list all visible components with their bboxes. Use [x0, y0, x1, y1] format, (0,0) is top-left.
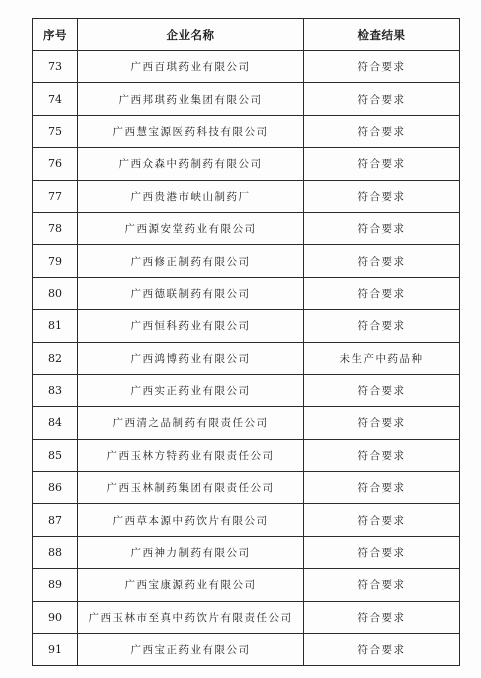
row-serial-number: 80 — [33, 277, 78, 309]
row-serial-number: 89 — [33, 569, 78, 601]
row-company-name: 广西慧宝源医药科技有限公司 — [78, 115, 304, 147]
table-row — [33, 569, 460, 601]
row-inspection-result: 符合要求 — [304, 310, 460, 342]
row-inspection-result: 符合要求 — [304, 277, 460, 309]
row-serial-number: 79 — [33, 245, 78, 277]
row-inspection-result: 符合要求 — [304, 115, 460, 147]
row-company-name: 广西贵港市峡山制药厂 — [78, 180, 304, 212]
row-serial-number: 76 — [33, 148, 78, 180]
row-inspection-result: 符合要求 — [304, 374, 460, 406]
row-inspection-result: 符合要求 — [304, 245, 460, 277]
table-row — [33, 634, 460, 666]
row-inspection-result: 符合要求 — [304, 601, 460, 633]
row-company-name: 广西清之品制药有限责任公司 — [78, 407, 304, 439]
table-header — [33, 19, 460, 51]
table-row — [33, 342, 460, 374]
row-serial-number: 84 — [33, 407, 78, 439]
row-company-name: 广西鸿博药业有限公司 — [78, 342, 304, 374]
row-serial-number: 81 — [33, 310, 78, 342]
row-inspection-result: 符合要求 — [304, 472, 460, 504]
inspection-results-table — [32, 18, 460, 666]
row-company-name: 广西众森中药制药有限公司 — [78, 148, 304, 180]
table-row — [33, 374, 460, 406]
table-row — [33, 51, 460, 83]
table-row — [33, 310, 460, 342]
row-inspection-result: 符合要求 — [304, 148, 460, 180]
row-company-name: 广西玉林制药集团有限责任公司 — [78, 472, 304, 504]
table-row — [33, 180, 460, 212]
header-inspection-result: 检查结果 — [304, 19, 460, 51]
header-serial-number: 序号 — [33, 19, 78, 51]
row-serial-number: 77 — [33, 180, 78, 212]
row-company-name: 广西恒科药业有限公司 — [78, 310, 304, 342]
row-serial-number: 86 — [33, 472, 78, 504]
table-row — [33, 83, 460, 115]
row-inspection-result: 符合要求 — [304, 407, 460, 439]
row-serial-number: 88 — [33, 536, 78, 568]
row-serial-number: 75 — [33, 115, 78, 147]
row-company-name: 广西宝正药业有限公司 — [78, 634, 304, 666]
row-company-name: 广西德联制药有限公司 — [78, 277, 304, 309]
table-row — [33, 148, 460, 180]
row-inspection-result: 符合要求 — [304, 439, 460, 471]
table-row — [33, 536, 460, 568]
row-inspection-result: 符合要求 — [304, 83, 460, 115]
row-company-name: 广西玉林市至真中药饮片有限责任公司 — [78, 601, 304, 633]
table-row — [33, 115, 460, 147]
table-row — [33, 439, 460, 471]
table-row — [33, 277, 460, 309]
row-serial-number: 87 — [33, 504, 78, 536]
row-inspection-result: 未生产中药品种 — [304, 342, 460, 374]
row-serial-number: 85 — [33, 439, 78, 471]
table-row — [33, 245, 460, 277]
row-serial-number: 74 — [33, 83, 78, 115]
row-inspection-result: 符合要求 — [304, 180, 460, 212]
header-company-name: 企业名称 — [78, 19, 304, 51]
row-serial-number: 82 — [33, 342, 78, 374]
row-inspection-result: 符合要求 — [304, 536, 460, 568]
table-body — [33, 51, 460, 666]
row-company-name: 广西修正制药有限公司 — [78, 245, 304, 277]
header-row — [33, 19, 460, 51]
row-company-name: 广西实正药业有限公司 — [78, 374, 304, 406]
row-company-name: 广西邦琪药业集团有限公司 — [78, 83, 304, 115]
row-company-name: 广西玉林方特药业有限责任公司 — [78, 439, 304, 471]
row-company-name: 广西百琪药业有限公司 — [78, 51, 304, 83]
row-inspection-result: 符合要求 — [304, 569, 460, 601]
row-serial-number: 78 — [33, 212, 78, 244]
row-inspection-result: 符合要求 — [304, 634, 460, 666]
row-serial-number: 83 — [33, 374, 78, 406]
row-inspection-result: 符合要求 — [304, 504, 460, 536]
row-company-name: 广西源安堂药业有限公司 — [78, 212, 304, 244]
row-company-name: 广西神力制药有限公司 — [78, 536, 304, 568]
table-row — [33, 601, 460, 633]
table-row — [33, 472, 460, 504]
row-serial-number: 73 — [33, 51, 78, 83]
row-inspection-result: 符合要求 — [304, 212, 460, 244]
row-serial-number: 90 — [33, 601, 78, 633]
table-row — [33, 504, 460, 536]
table-row — [33, 212, 460, 244]
table-row — [33, 407, 460, 439]
row-inspection-result: 符合要求 — [304, 51, 460, 83]
row-company-name: 广西草本源中药饮片有限公司 — [78, 504, 304, 536]
row-serial-number: 91 — [33, 634, 78, 666]
row-company-name: 广西宝康源药业有限公司 — [78, 569, 304, 601]
